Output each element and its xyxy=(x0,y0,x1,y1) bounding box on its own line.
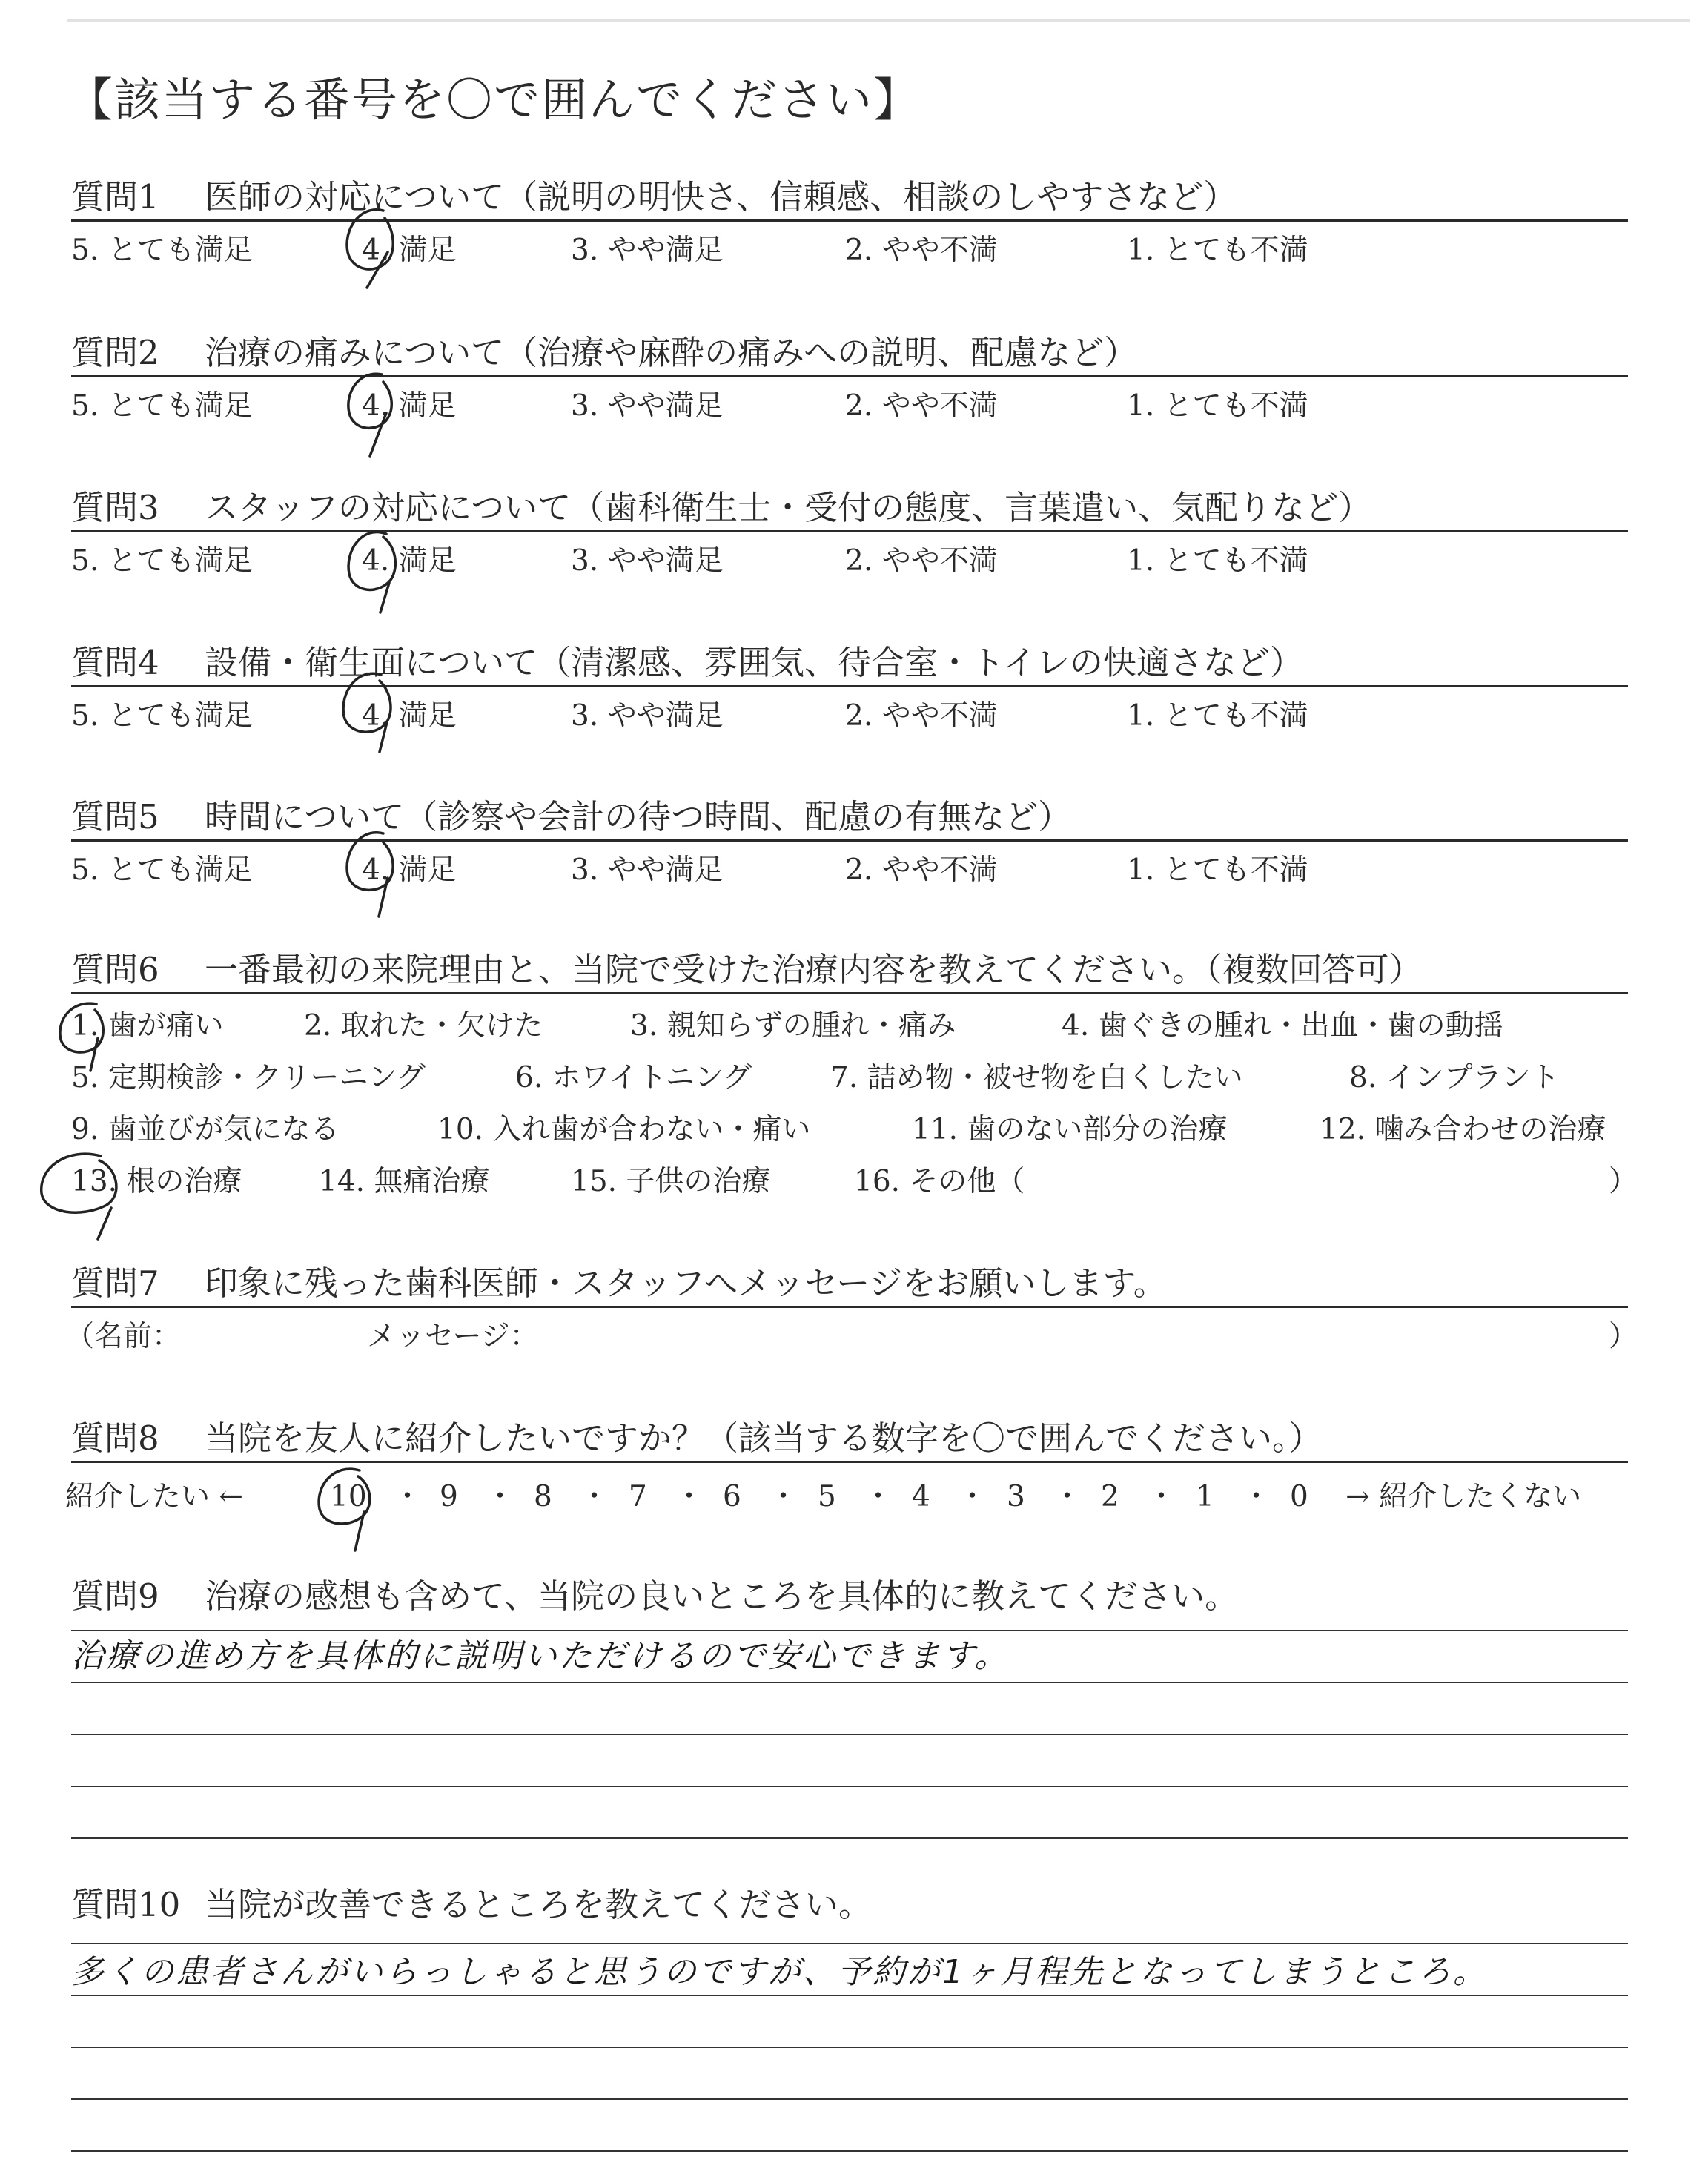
answer-line xyxy=(71,2150,1628,2152)
option-somewhat-dissatisfied[interactable]: 2. やや不満 xyxy=(845,544,998,578)
option-very-dissatisfied[interactable]: 1. とても不満 xyxy=(1127,234,1308,267)
score-separator: ・ xyxy=(393,1480,423,1513)
answer-line xyxy=(71,1734,1628,1735)
option-satisfied[interactable]: 4. 満足 xyxy=(362,389,457,423)
option-gum-problem[interactable]: 4. 歯ぐきの腫れ・出血・歯の動揺 xyxy=(1062,1009,1503,1043)
q9-handwritten-answer[interactable]: 治療の進め方を具体的に説明いただけるので安心できます。 xyxy=(71,1637,1010,1675)
question-7-underline xyxy=(71,1306,1628,1308)
question-1-underline xyxy=(71,219,1628,222)
option-somewhat-satisfied[interactable]: 3. やや満足 xyxy=(571,544,724,578)
score-separator: ・ xyxy=(486,1480,515,1513)
option-very-satisfied[interactable]: 5. とても満足 xyxy=(71,699,253,733)
option-toothache[interactable]: 1. 歯が痛い xyxy=(71,1009,224,1043)
option-somewhat-satisfied[interactable]: 3. やや満足 xyxy=(571,234,724,267)
option-somewhat-dissatisfied[interactable]: 2. やや不満 xyxy=(845,853,998,887)
score-9[interactable]: 9 xyxy=(440,1480,458,1513)
question-title: 印象に残った歯科医師・スタッフへメッセージをお願いします。 xyxy=(205,1264,1167,1303)
option-root-canal[interactable]: 13. 根の治療 xyxy=(71,1165,242,1198)
answer-line xyxy=(71,1630,1628,1631)
option-implant[interactable]: 8. インプラント xyxy=(1349,1061,1560,1094)
question-title: 一番最初の来院理由と、当院で受けた治療内容を教えてください。（複数回答可） xyxy=(205,950,1423,989)
option-satisfied[interactable]: 4. 満足 xyxy=(362,853,457,887)
question-title: 治療の痛みについて（治療や麻酔の痛みへの説明、配慮など） xyxy=(205,333,1138,372)
name-label: （名前： xyxy=(65,1320,182,1353)
question-title: 治療の感想も含めて、当院の良いところを具体的に教えてください。 xyxy=(205,1576,1239,1616)
option-bite-treatment[interactable]: 12. 噛み合わせの治療 xyxy=(1320,1113,1606,1146)
question-4-heading xyxy=(71,641,1303,684)
option-satisfied[interactable]: 4. 満足 xyxy=(362,699,457,733)
answer-line xyxy=(71,1682,1628,1683)
option-alignment[interactable]: 9. 歯並びが気になる xyxy=(71,1113,340,1146)
page-title: 【該当する番号を〇で囲んでください】 xyxy=(67,73,921,127)
option-satisfied[interactable]: 4. 満足 xyxy=(362,234,457,267)
score-separator: ・ xyxy=(958,1480,987,1513)
option-somewhat-satisfied[interactable]: 3. やや満足 xyxy=(571,699,724,733)
option-satisfied[interactable]: 4. 満足 xyxy=(362,544,457,578)
question-title: 医師の対応について（説明の明快さ、信頼感、相談のしやすさなど） xyxy=(205,177,1237,217)
recommend-left-label: 紹介したい ← xyxy=(65,1480,244,1513)
option-wisdom-tooth[interactable]: 3. 親知らずの腫れ・痛み xyxy=(630,1009,956,1043)
option-child-treatment[interactable]: 15. 子供の治療 xyxy=(571,1165,771,1198)
question-number: 質問10 xyxy=(71,1885,181,1924)
score-3[interactable]: 3 xyxy=(1007,1480,1025,1513)
question-title: 時間について（診察や会計の待つ時間、配慮の有無など） xyxy=(205,797,1072,836)
score-10[interactable]: 10 xyxy=(330,1480,367,1513)
option-whitening[interactable]: 6. ホワイトニング xyxy=(515,1061,752,1094)
score-separator: ・ xyxy=(1053,1480,1082,1513)
answer-line xyxy=(71,1995,1628,1996)
option-painless[interactable]: 14. 無痛治療 xyxy=(319,1165,490,1198)
question-number: 質問6 xyxy=(71,950,159,989)
question-title: 設備・衛生面について（清潔感、雰囲気、待合室・トイレの快適さなど） xyxy=(205,643,1303,682)
option-very-satisfied[interactable]: 5. とても満足 xyxy=(71,389,253,423)
option-chipped-tooth[interactable]: 2. 取れた・欠けた xyxy=(304,1009,543,1043)
answer-line xyxy=(71,1943,1628,1944)
option-other[interactable]: 16. その他（ xyxy=(854,1165,1025,1198)
question-number: 質問5 xyxy=(71,797,159,836)
score-separator: ・ xyxy=(1242,1480,1271,1513)
question-6-heading xyxy=(71,948,1423,991)
option-very-satisfied[interactable]: 5. とても満足 xyxy=(71,234,253,267)
option-somewhat-satisfied[interactable]: 3. やや満足 xyxy=(571,389,724,423)
question-number: 質問2 xyxy=(71,333,159,372)
question-title: 当院を友人に紹介したいですか？（該当する数字を〇で囲んでください。） xyxy=(205,1418,1323,1458)
message-close: ） xyxy=(1609,1320,1638,1353)
option-white-fillings[interactable]: 7. 詰め物・被せ物を白くしたい xyxy=(830,1061,1243,1094)
answer-line xyxy=(71,1837,1628,1839)
question-1-heading xyxy=(71,176,1237,219)
score-separator: ・ xyxy=(769,1480,798,1513)
question-4-underline xyxy=(71,685,1628,687)
score-separator: ・ xyxy=(864,1480,893,1513)
question-5-heading xyxy=(71,796,1071,839)
question-3-underline xyxy=(71,530,1628,532)
option-dentures[interactable]: 10. 入れ歯が合わない・痛い xyxy=(437,1113,811,1146)
score-separator: ・ xyxy=(1147,1480,1176,1513)
answer-line xyxy=(71,2047,1628,2048)
score-2[interactable]: 2 xyxy=(1101,1480,1119,1513)
score-1[interactable]: 1 xyxy=(1196,1480,1214,1513)
option-very-dissatisfied[interactable]: 1. とても不満 xyxy=(1127,389,1308,423)
score-4[interactable]: 4 xyxy=(912,1480,930,1513)
score-8[interactable]: 8 xyxy=(534,1480,552,1513)
option-very-dissatisfied[interactable]: 1. とても不満 xyxy=(1127,544,1308,578)
question-title: スタッフの対応について（歯科衛生士・受付の態度、言葉遣い、気配りなど） xyxy=(205,488,1372,527)
question-6-underline xyxy=(71,992,1628,994)
question-number: 質問3 xyxy=(71,488,159,527)
score-separator: ・ xyxy=(580,1480,609,1513)
question-number: 質問7 xyxy=(71,1264,159,1303)
option-somewhat-dissatisfied[interactable]: 2. やや不満 xyxy=(845,389,998,423)
score-7[interactable]: 7 xyxy=(629,1480,647,1513)
question-8-underline xyxy=(71,1461,1628,1463)
question-5-underline xyxy=(71,839,1628,842)
score-0[interactable]: 0 xyxy=(1290,1480,1308,1513)
score-separator: ・ xyxy=(675,1480,704,1513)
option-somewhat-dissatisfied[interactable]: 2. やや不満 xyxy=(845,699,998,733)
question-number: 質問8 xyxy=(71,1418,159,1458)
option-missing-teeth[interactable]: 11. 歯のない部分の治療 xyxy=(912,1113,1228,1146)
option-other-close: ） xyxy=(1609,1165,1638,1198)
option-very-dissatisfied[interactable]: 1. とても不満 xyxy=(1127,699,1308,733)
page-top-border xyxy=(67,19,1690,22)
question-9-heading xyxy=(71,1575,1238,1618)
question-2-heading xyxy=(71,331,1137,374)
question-2-underline xyxy=(71,375,1628,377)
question-7-heading xyxy=(71,1262,1167,1305)
question-number: 質問9 xyxy=(71,1576,159,1616)
q10-handwritten-answer[interactable]: 多くの患者さんがいらっしゃると思うのですが、予約が1ヶ月程先となってしまうところ。 xyxy=(71,1953,1488,1991)
option-checkup-cleaning[interactable]: 5. 定期検診・クリーニング xyxy=(71,1061,426,1094)
score-6[interactable]: 6 xyxy=(723,1480,741,1513)
question-number: 質問1 xyxy=(71,177,159,217)
message-label: メッセージ： xyxy=(367,1320,539,1353)
option-very-satisfied[interactable]: 5. とても満足 xyxy=(71,853,253,887)
question-title: 当院が改善できるところを教えてください。 xyxy=(205,1885,873,1924)
option-somewhat-dissatisfied[interactable]: 2. やや不満 xyxy=(845,234,998,267)
answer-line xyxy=(71,1786,1628,1787)
option-very-satisfied[interactable]: 5. とても満足 xyxy=(71,544,253,578)
recommend-right-label: → 紹介したくない xyxy=(1345,1480,1582,1513)
option-somewhat-satisfied[interactable]: 3. やや満足 xyxy=(571,853,724,887)
score-5[interactable]: 5 xyxy=(818,1480,836,1513)
answer-line xyxy=(71,2098,1628,2100)
question-8-heading xyxy=(71,1417,1323,1460)
question-number: 質問4 xyxy=(71,643,159,682)
question-3-heading xyxy=(71,486,1371,529)
option-very-dissatisfied[interactable]: 1. とても不満 xyxy=(1127,853,1308,887)
question-10-heading xyxy=(71,1883,872,1926)
